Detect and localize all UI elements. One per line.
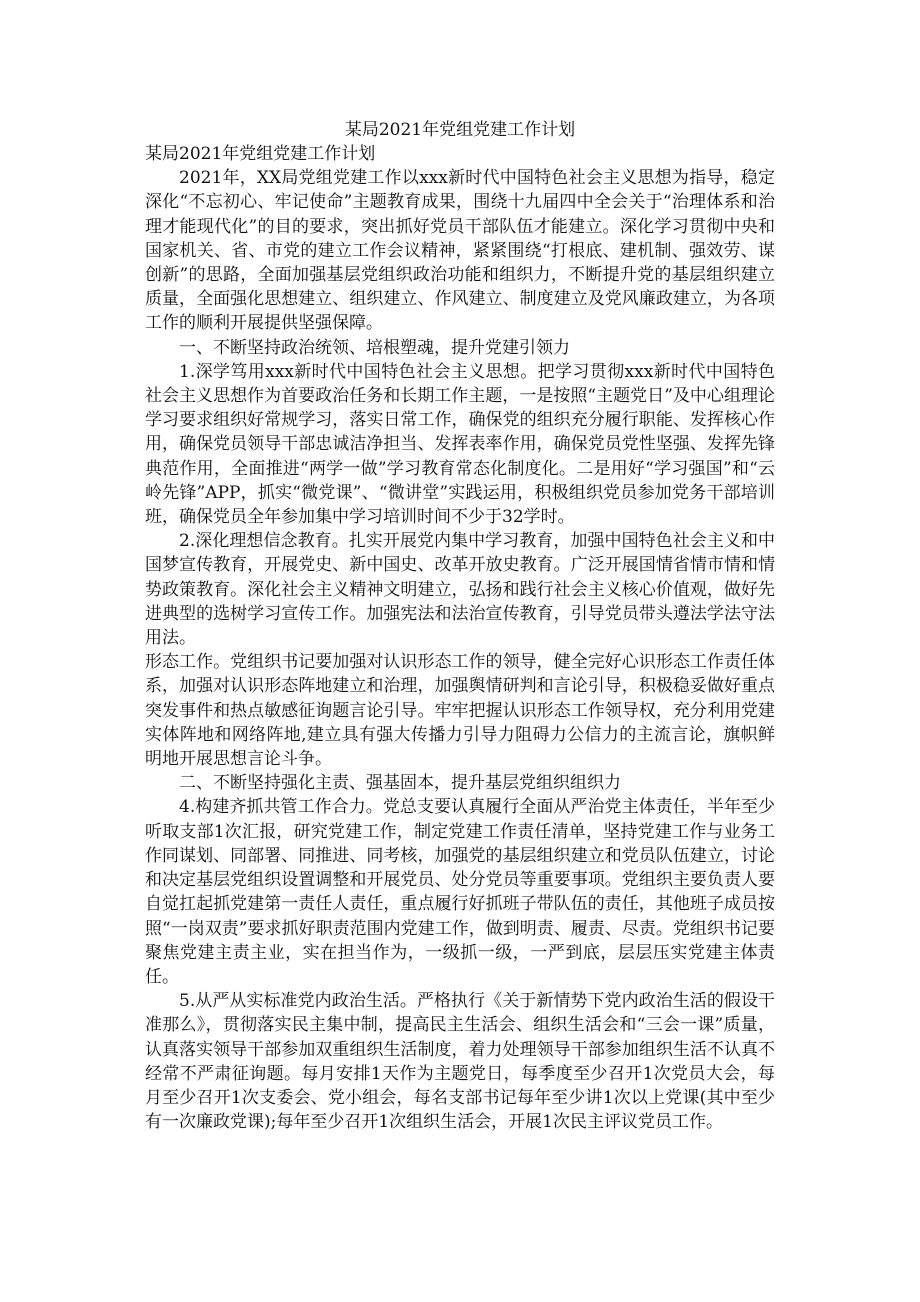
document-body — [145, 142, 775, 1134]
section-heading-1: 一、不断坚持政治统领、培根塑魂，提升党建引领力 — [179, 337, 570, 358]
paragraph-item-1: 1.深学笃用xxx新时代中国特色社会主义思想。把学习贯彻xxx新时代中国特色社会主义思想作为首要政治任务和长期工作主题，一是按照“主题党日”及中心组理论学习要求组织好常规学习，落实日常工作，确保党的组织充分履行职能、发挥核心作用，确保党员领导干部忠诚洁净担当、发挥表率作用，确保党员党性坚强、发挥先锋典范作用，全面推进“两学一做”学习教育常态化制度化。二是用好“学习强国”和“云岭先锋”APP，抓实“微党课”、“微讲堂”实践运用，积极组织党员参加党务干部培训班，确保党员全年参加集中学习培训时间不少于32学时。 — [145, 361, 775, 528]
paragraph-item-2: 2.深化理想信念教育。扎实开展党内集中学习教育，加强中国特色社会主义和中国梦宣传教育，开展党史、新中国史、改革开放史教育。广泛开展国情省情市情和情势政策教育。深化社会主义精神文明建立，弘扬和践行社会主义核心价值观，做好先进典型的选树学习宣传工作。加强宪法和法治宣传教育，引导党员带头遵法学法守法用法。 — [145, 531, 775, 649]
paragraph-item-5: 5.从严从实标准党内政治生活。严格执行《关于新情势下党内政治生活的假设干准那么》，贯彻落实民主集中制，提高民主生活会、组织生活会和“三会一课”质量，认真落实领导干部参加双重组织生活制度，着力处理领导干部参加组织生活不认真不经常不严肃征询题。每月安排1天作为主题党日，每季度至少召开1次党员大会，每月至少召开1次支委会、党小组会，每名支部书记每年至少讲1次以上党课(其中至少有一次廉政党课);每年至少召开1次组织生活会，开展1次民主评议党员工作。 — [145, 991, 775, 1133]
section-heading-2: 二、不断坚持强化主责、强基固本，提升基层党组织组织力 — [179, 773, 621, 794]
document-subtitle: 某局2021年党组党建工作计划 — [145, 144, 376, 164]
paragraph-item-4: 4.构建齐抓共管工作合力。党总支要认真履行全面从严治党主体责任，半年至少听取支部1次汇报，研究党建工作，制定党建工作责任清单，坚持党建工作与业务工作同谋划、同部署、同推进、同考核，加强党的基层组织建立和党员队伍建立，讨论和决定基层党组织设置调整和开展党员、处分党员等重要事项。党组织主要负责人要自觉扛起抓党建第一责任人责任，重点履行好抓班子带队伍的责任，其他班子成员按照“一岗双责”要求抓好职责范围内党建工作，做到明责、履责、尽责。党组织书记要聚焦党建主责主业，实在担当作为，一级抓一级，一严到底，层层压实党建主体责任。 — [145, 797, 775, 987]
paragraph-item-3-fragment: 形态工作。党组织书记要加强对认识形态工作的领导，健全完好心识形态工作责任体系，加强对认识形态阵地建立和治理，加强舆情研判和言论引导，积极稳妥做好重点突发事件和热点敏感征询题言论引导。牢牢把握认识形态工作领导权，充分利用党建实体阵地和网络阵地,建立具有强大传播力引导力阻碍力公信力的主流言论，旗帜鲜明地开展思想言论斗争。 — [145, 652, 775, 770]
document-title: 某局2021年党组党建工作计划 — [344, 120, 576, 140]
paragraph-intro: 2021年，XX局党组党建工作以xxx新时代中国特色社会主义思想为指导，稳定深化“不忘初心、牢记使命”主题教育成果，围绕十九届四中全会关于“治理体系和治理才能现代化”的目的要求，突出抓好党员干部队伍才能建立。深化学习贯彻中央和国家机关、省、市党的建立工作会议精神，紧紧围绕“打根底、建机制、强效劳、谋创新”的思路，全面加强基层党组织政治功能和组织力，不断提升党的基层组织建立质量，全面强化思想建立、组织建立、作风建立、制度建立及党风廉政建立，为各项工作的顺利开展提供坚强保障。 — [145, 168, 775, 334]
